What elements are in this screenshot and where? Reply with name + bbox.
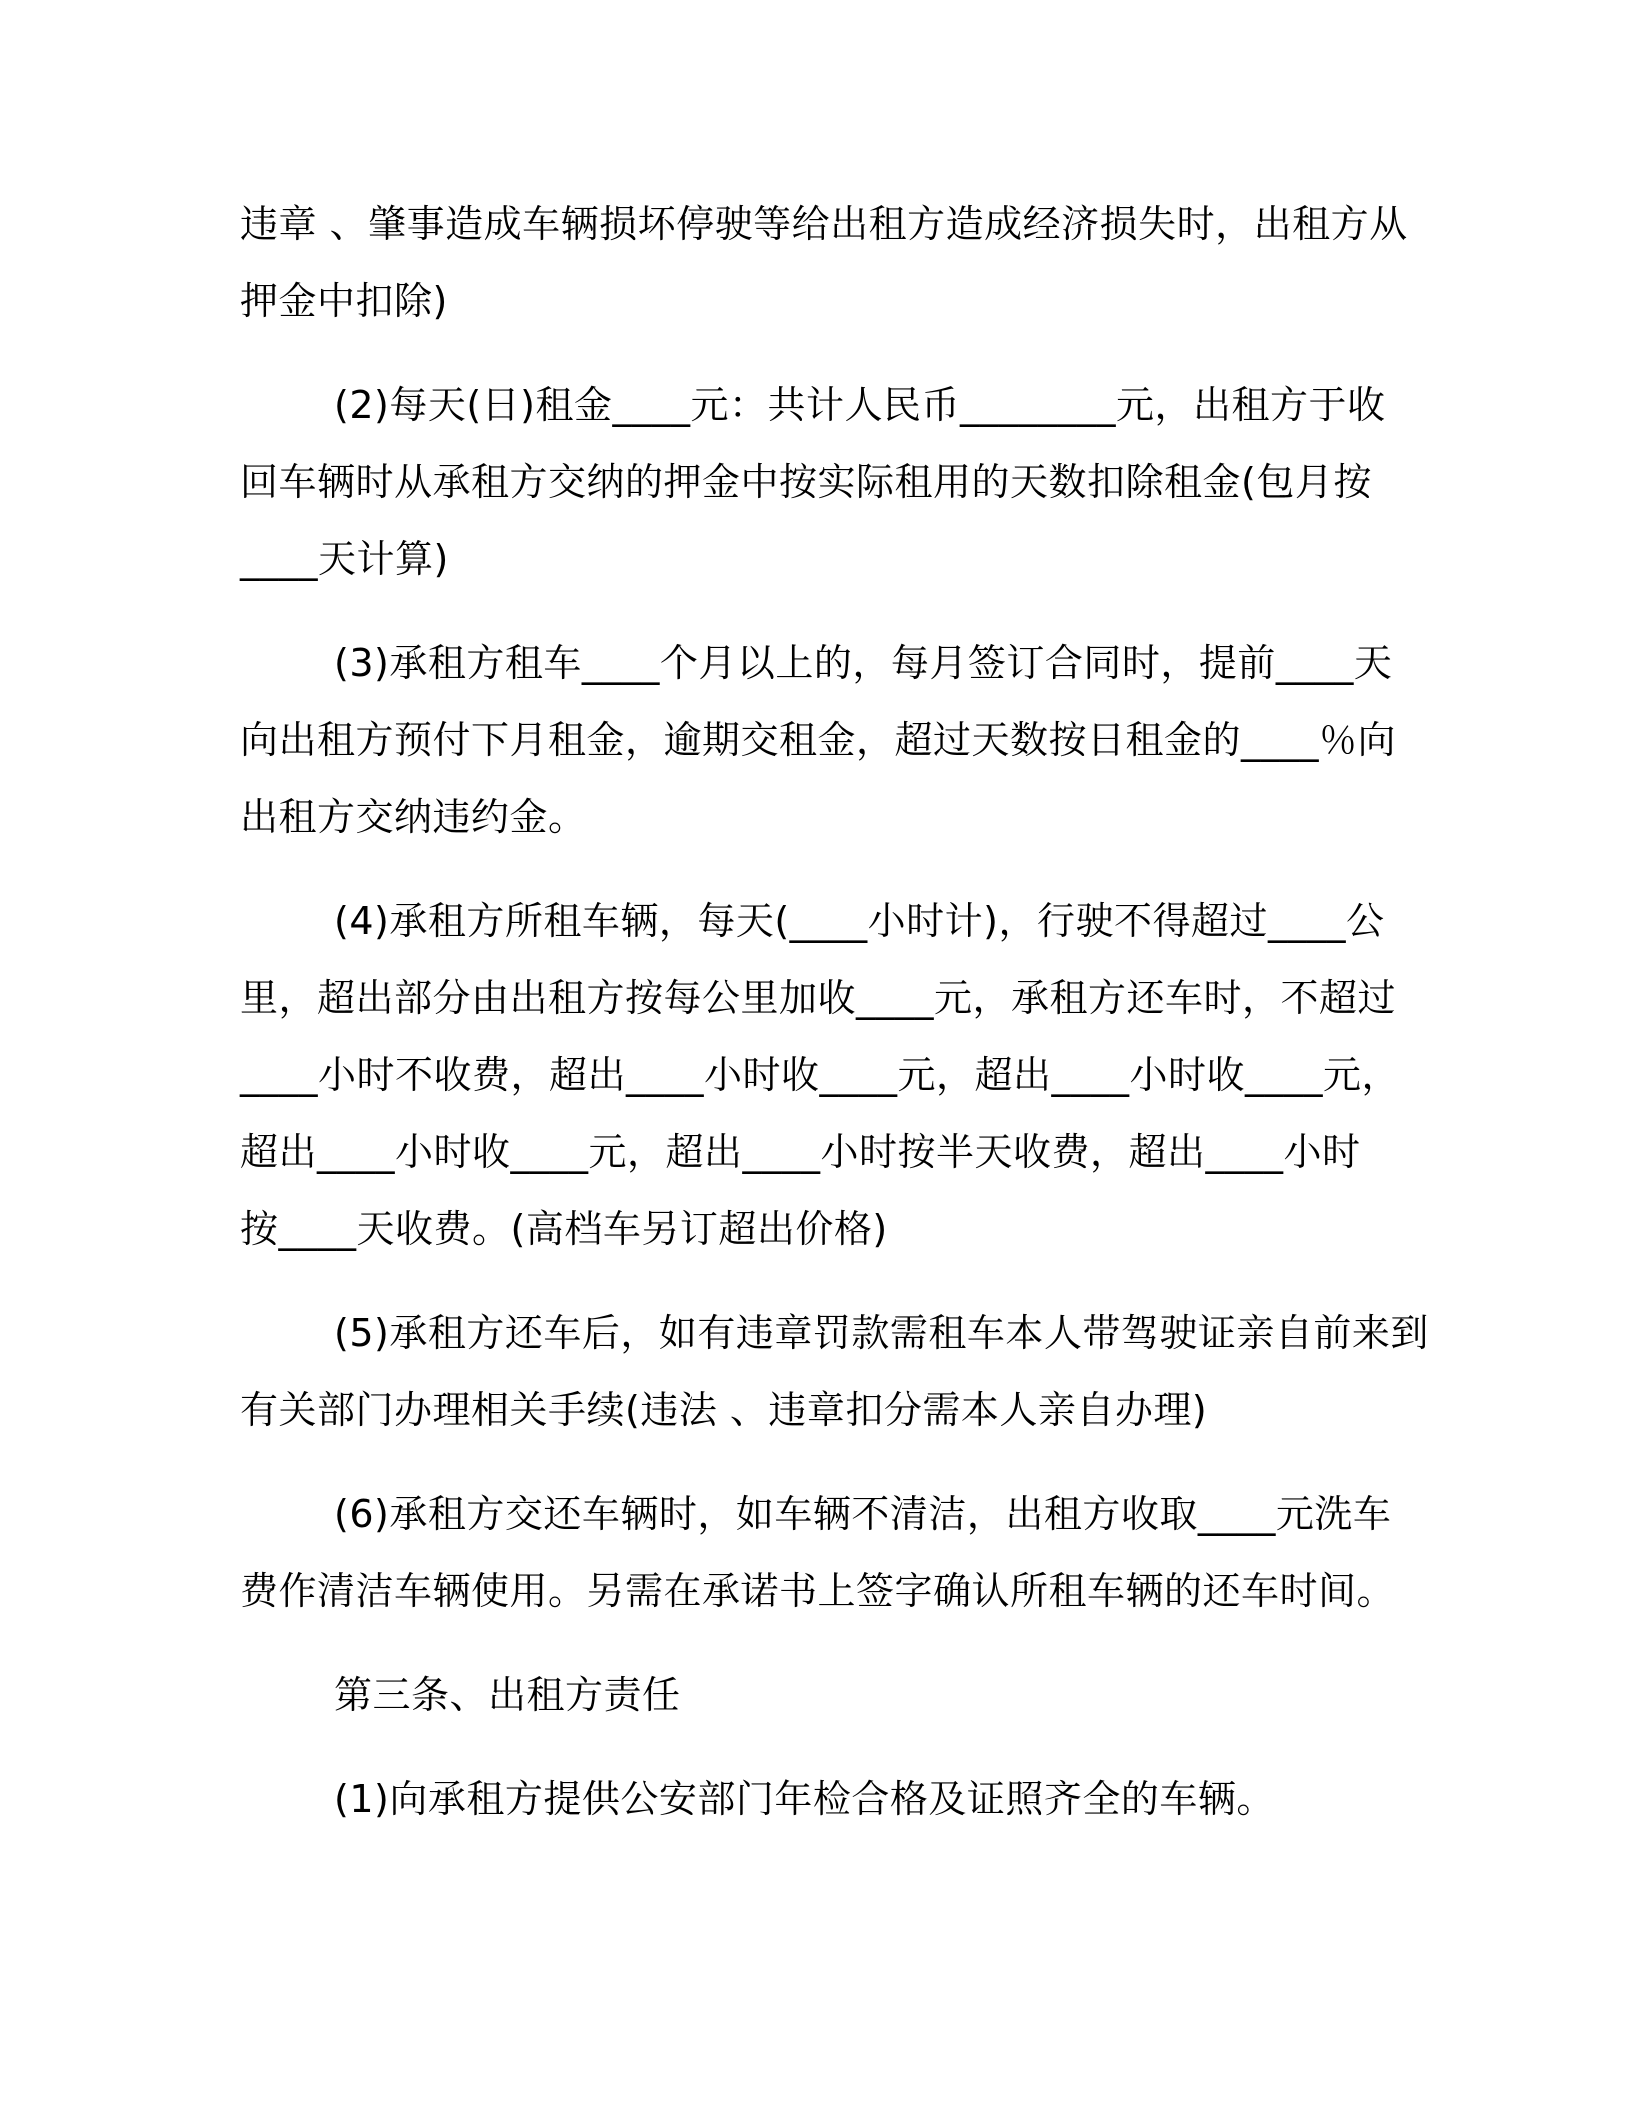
- paragraph-clause-4: [240, 883, 1401, 1268]
- paragraph-deposit-deduction: [240, 186, 1408, 340]
- text-line: 有关部门办理相关手续(违法 、违章扣分需本人亲自办理): [240, 1388, 1208, 1432]
- text-line: 超出____小时收____元，超出____小时按半天收费，超出____小时: [240, 1130, 1361, 1174]
- paragraph-clause-3: [240, 625, 1397, 856]
- text-line: 回车辆时从承租方交纳的押金中按实际租用的天数扣除租金(包月按: [240, 460, 1372, 504]
- paragraph-clause-6: [240, 1476, 1396, 1630]
- document-body: [240, 186, 1429, 1838]
- text-line: 里，超出部分由出租方按每公里加收____元，承租方还车时，不超过: [240, 976, 1397, 1020]
- text-line: (4)承租方所租车辆，每天(____小时计)，行驶不得超过____公: [334, 899, 1385, 943]
- text-line: 押金中扣除): [240, 279, 448, 323]
- text-line: 费作清洁车辆使用。另需在承诺书上签字确认所租车辆的还车时间。: [240, 1569, 1396, 1613]
- text-line: 向出租方预付下月租金，逾期交租金，超过天数按日租金的____％向: [240, 718, 1397, 762]
- text-line: 出租方交纳违约金。: [240, 795, 587, 839]
- paragraph-clause-5: [240, 1295, 1429, 1449]
- text-line: 违章 、肇事造成车辆损坏停驶等给出租方造成经济损失时，出租方从: [240, 202, 1408, 246]
- text-line: 按____天收费。(高档车另订超出价格): [240, 1207, 888, 1251]
- section-heading: 第三条、出租方责任: [334, 1673, 681, 1717]
- text-line: ____小时不收费，超出____小时收____元，超出____小时收____元，: [240, 1053, 1401, 1097]
- text-line: (1)向承租方提供公安部门年检合格及证照齐全的车辆。: [334, 1777, 1275, 1821]
- text-line: (3)承租方租车____个月以上的，每月签订合同时，提前____天: [334, 641, 1393, 685]
- text-line: (2)每天(日)租金____元：共计人民币________元，出租方于收: [334, 383, 1386, 427]
- text-line: (5)承租方还车后，如有违章罚款需租车本人带驾驶证亲自前来到: [334, 1311, 1429, 1355]
- text-line: (6)承租方交还车辆时，如车辆不清洁，出租方收取____元洗车: [334, 1492, 1392, 1536]
- paragraph-clause-2: [240, 367, 1390, 598]
- text-line: ____天计算): [240, 537, 449, 581]
- section-heading-article-3: [240, 1657, 1390, 1734]
- paragraph-lessor-duty-1: [240, 1761, 1390, 1838]
